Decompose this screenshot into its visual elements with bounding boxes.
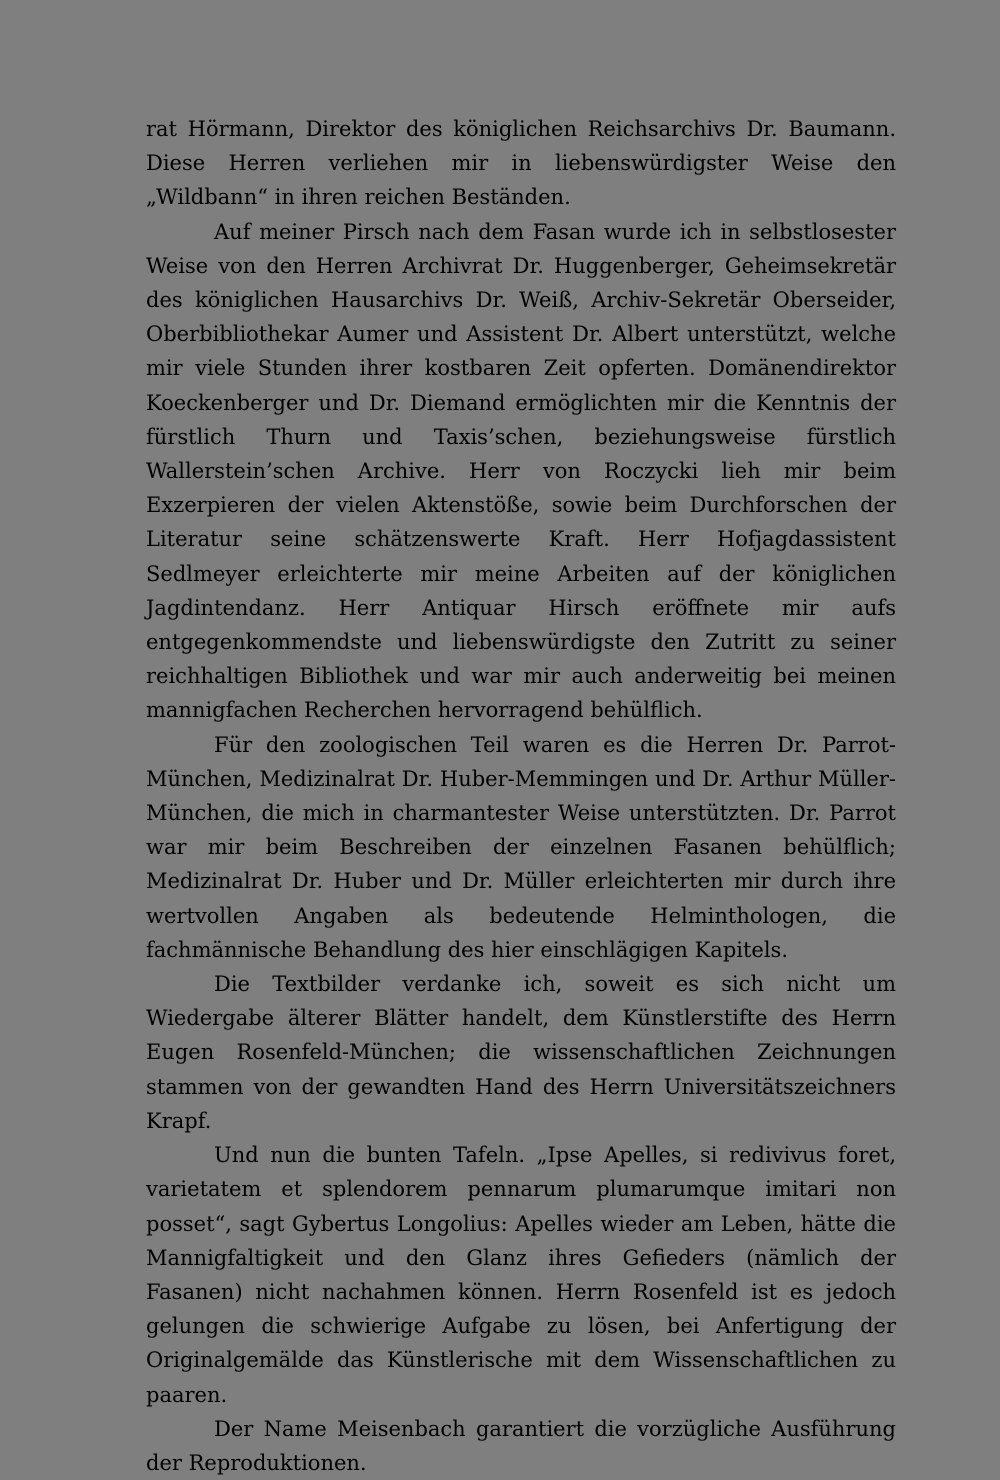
paragraph-5: Und nun die bunten Tafeln. „Ipse Apelles, si redivivus foret, varietatem et splendorem pennarum plumarumque imitari non posset“, sagt Gybertus Longolius: Apelles wieder am Leben, hätte die Mannigfaltigkeit und den Glanz ihres Gefieders (nämlich der Fasanen) nicht nachahmen können. Herrn Rosenfeld ist es jedoch gelungen die schwierige Aufgabe zu lösen, bei Anfertigung der Originalgemälde das Künstlerische mit dem Wissenschaftlichen zu paaren. [146,1143,896,1407]
paragraph-4: Die Textbilder verdanke ich, soweit es sich nicht um Wiedergabe älterer Blätter handelt, dem Künstlerstifte des Herrn Eugen Rosenfeld-München; die wissenschaftlichen Zeichnungen stammen von der gewandten Hand des Herrn Universitätszeichners Krapf. [146,972,896,1133]
paragraph-6: Der Name Meisenbach garantiert die vorzügliche Ausführung der Reproduktionen. [146,1416,896,1475]
paragraph-1: rat Hörmann, Direktor des königlichen Reichsarchivs Dr. Baumann. Diese Herren verliehen mir in liebenswürdigster Weise den „Wildbann“ in ihren reichen Beständen. [146,117,896,210]
document-page [146,112,896,1480]
paragraph-2: Auf meiner Pirsch nach dem Fasan wurde ich in selbstlosester Weise von den Herren Archivrat Dr. Huggenberger, Geheimsekretär des königlichen Hausarchivs Dr. Weiß, Archiv-Sekretär Oberseider, Oberbibliothekar Aumer und Assistent Dr. Albert unterstützt, welche mir viele Stunden ihrer kostbaren Zeit opferten. Domänendirektor Koeckenberger und Dr. Diemand ermöglichten mir die Kenntnis der fürstlich Thurn und Taxis’schen, beziehungsweise fürstlich Wallerstein’schen Archive. Herr von Roczycki lieh mir beim Exzerpieren der vielen Aktenstöße, sowie beim Durchforschen der Literatur seine schätzenswerte Kraft. Herr Hofjagdassistent Sedlmeyer erleichterte mir meine Arbeiten auf der königlichen Jagdintendanz. Herr Antiquar Hirsch eröffnete mir aufs entgegenkommendste und liebenswürdigste den Zutritt zu seiner reichhaltigen Bibliothek und war mir auch anderweitig bei meinen mannigfachen Recherchen hervorragend behülflich. [146,219,896,723]
paragraph-3: Für den zoologischen Teil waren es die Herren Dr. Parrot-München, Medizinalrat Dr. Huber-Memmingen und Dr. Arthur Müller-München, die mich in charmantester Weise unterstützten. Dr. Parrot war mir beim Beschreiben der einzelnen Fasanen behülflich; Medizinalrat Dr. Huber und Dr. Müller erleichterten mir durch ihre wertvollen Angaben als bedeutende Helminthologen, die fachmännische Behandlung des hier einschlägigen Kapitels. [146,732,896,962]
